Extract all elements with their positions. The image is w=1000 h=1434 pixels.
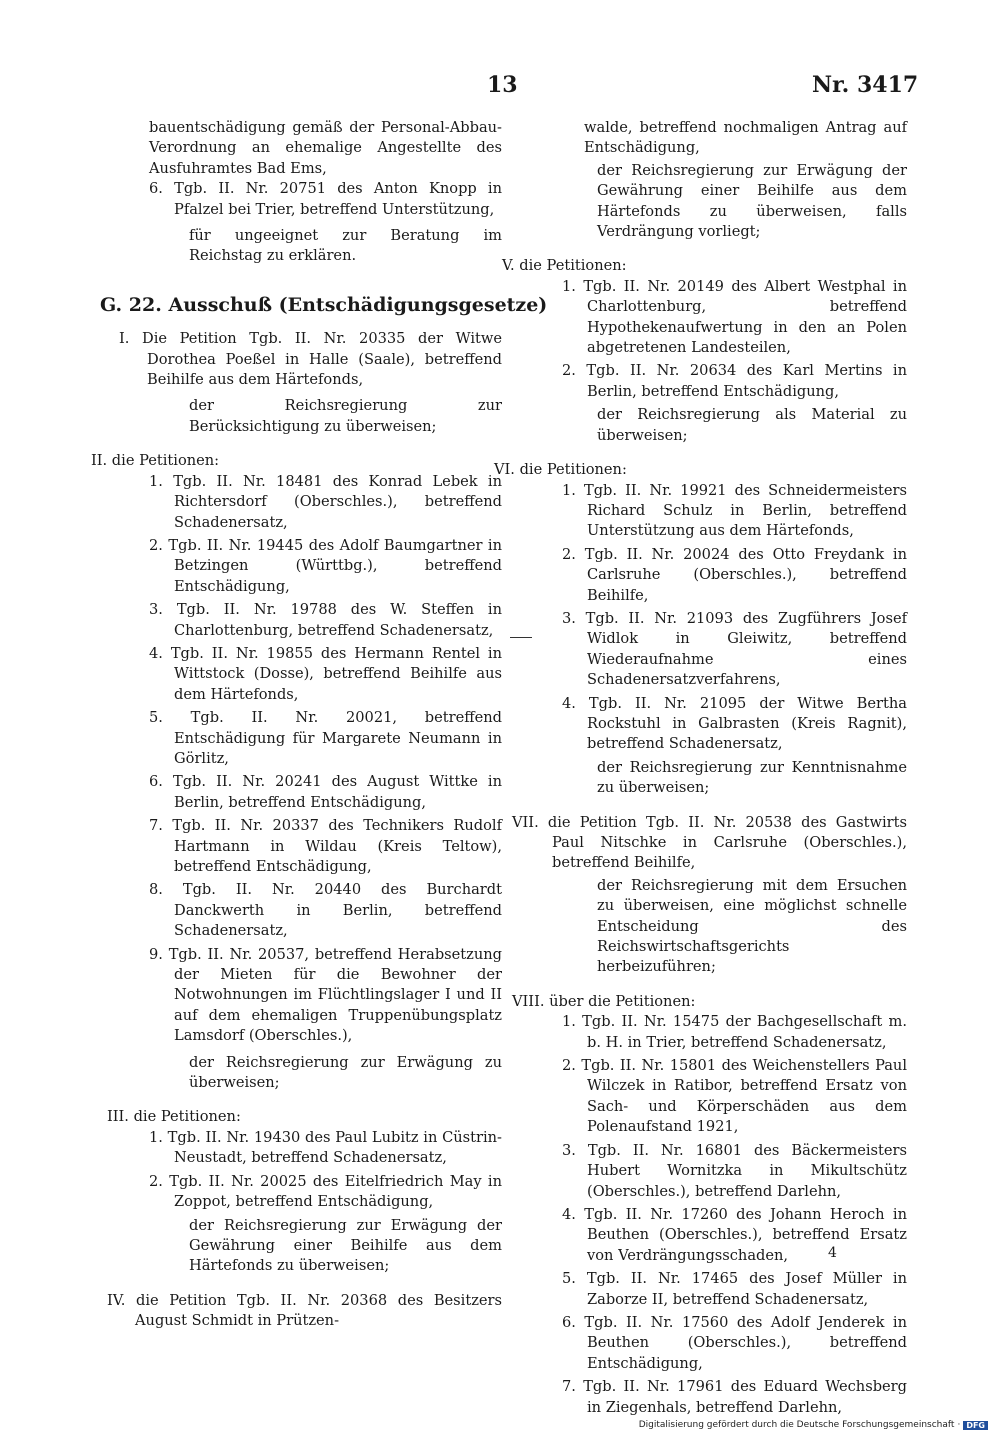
roman-item: III. die Petitionen: (107, 1108, 241, 1126)
roman-item: VI. die Petitionen: (494, 461, 627, 479)
list-item: 6. Tgb. II. Nr. 20241 des August Wittke in Berlin, betreffend Entschädigung, (149, 773, 502, 811)
signature-mark: 4 (828, 1245, 837, 1261)
list-item: 1. Tgb. II. Nr. 19430 des Paul Lubitz in Cüstrin-Neustadt, betreffend Schadenersatz, (149, 1128, 502, 1167)
decision: der Reichsregierung zur Erwägung der Gewährung einer Beihilfe aus dem Härtefonds zu überweisen, falls Verdrängung vorliegt; (597, 161, 907, 241)
list-item: 4. Tgb. II. Nr. 19855 des Hermann Rentel in Wittstock (Dosse), betreffend Beihilfe aus dem Härtefonds, (149, 644, 502, 703)
list-item: 1. Tgb. II. Nr. 15475 der Bachgesellschaft m. b. H. in Trier, betreffend Schadenersatz, (562, 1013, 907, 1051)
list-item: 1. Tgb. II. Nr. 19921 des Schneidermeisters Richard Schulz in Berlin, betreffend Unterstützung aus dem Härtefonds, (562, 481, 907, 540)
left-column (91, 118, 548, 1332)
roman-item: II. die Petitionen: (91, 452, 220, 470)
list-item: 2. Tgb. II. Nr. 20025 des Eitelfriedrich May in Zoppot, betreffend Entschädigung, (149, 1172, 502, 1211)
roman-item: I. Die Petition Tgb. II. Nr. 20335 der Witwe Dorothea Poeßel in Halle (Saale), betreffend Beihilfe aus dem Härtefonds, (119, 330, 502, 389)
list-item: 2. Tgb. II. Nr. 20634 des Karl Mertins in Berlin, betreffend Entschädigung, (562, 362, 907, 400)
decision: der Reichsregierung zur Erwägung der Gewährung einer Beihilfe aus dem Härtefonds zu überweisen; (189, 1216, 502, 1275)
issue-number: Nr. 3417 (812, 72, 919, 98)
section-title: G. 22. Ausschuß (Entschädigungsgesetze) (100, 293, 548, 316)
list-item: 3. Tgb. II. Nr. 19788 des W. Steffen in Charlottenburg, betreffend Schadenersatz, (149, 601, 502, 639)
footer (639, 1420, 988, 1430)
separator: · (957, 1420, 961, 1430)
list-item: 7. Tgb. II. Nr. 20337 des Technikers Rudolf Hartmann in Wildau (Kreis Teltow), betreffend Entschädigung, (149, 817, 502, 875)
list-item: 3. Tgb. II. Nr. 21093 des Zugführers Josef Widlok in Gleiwitz, betreffend Wiederaufnahme eines Schadenersatzverfahrens, (562, 609, 907, 689)
roman-item: VII. die Petition Tgb. II. Nr. 20538 des Gastwirts Paul Nitschke in Carlsruhe (Oberschles.), betreffend Beihilfe, (512, 813, 907, 872)
list-item: 5. Tgb. II. Nr. 20021, betreffend Entschädigung für Margarete Neumann in Görlitz, (149, 709, 502, 767)
list-item: 2. Tgb. II. Nr. 19445 des Adolf Baumgartner in Betzingen (Württbg.), betreffend Entschädigung, (149, 536, 502, 595)
decision: der Reichsregierung zur Berücksichtigung zu überweisen; (189, 397, 502, 435)
list-item: 2. Tgb. II. Nr. 20024 des Otto Freydank in Carlsruhe (Oberschles.), betreffend Beihilfe, (562, 545, 907, 604)
list-item: 3. Tgb. II. Nr. 16801 des Bäckermeisters Hubert Wornitzka in Mikultschütz (Oberschles.), betreffend Darlehn, (562, 1141, 907, 1200)
list-item: 1. Tgb. II. Nr. 20149 des Albert Westphal in Charlottenburg, betreffend Hypothekenaufwertung in den an Polen abgetretenen Landesteilen, (562, 277, 907, 357)
paragraph: walde, betreffend nochmaligen Antrag auf Entschädigung, (584, 119, 907, 157)
list-item: 8. Tgb. II. Nr. 20440 des Burchardt Danckwerth in Berlin, betreffend Schadenersatz, (149, 881, 502, 940)
list-item: 4. Tgb. II. Nr. 17260 des Johann Heroch in Beuthen (Oberschles.), betreffend Ersatz von Verdrängungsschaden, (562, 1205, 907, 1264)
roman-item: V. die Petitionen: (502, 257, 627, 275)
roman-item: IV. die Petition Tgb. II. Nr. 20368 des Besitzers August Schmidt in Prützen- (107, 1291, 502, 1330)
decision: für ungeeignet zur Beratung im Reichstag zu erklären. (189, 227, 502, 265)
list-item: 6. Tgb. II. Nr. 17560 des Adolf Jenderek in Beuthen (Oberschles.), betreffend Entschädigung, (562, 1313, 907, 1372)
list-item: 5. Tgb. II. Nr. 17465 des Josef Müller in Zaborze II, betreffend Schadenersatz, (562, 1270, 907, 1308)
page-number: 13 (487, 72, 518, 98)
roman-item: VIII. über die Petitionen: (512, 992, 696, 1010)
list-item: 9. Tgb. II. Nr. 20537, betreffend Herabsetzung der Mieten für die Bewohner der Notwohnungen im Flüchtlingslager I und II auf dem ehemaligen Truppenübungsplatz Lamsdorf (Oberschles.), (149, 945, 502, 1045)
list-item: 6. Tgb. II. Nr. 20751 des Anton Knopp in Pfalzel bei Trier, betreffend Unterstützung, (149, 180, 502, 218)
paragraph: bauentschädigung gemäß der Personal-Abbau-Verordnung an ehemalige Angestellte des Ausfuhramtes Bad Ems, (149, 119, 502, 177)
list-item: 7. Tgb. II. Nr. 17961 des Eduard Wechsberg in Ziegenhals, betreffend Darlehn, (562, 1378, 907, 1416)
dfg-logo-icon: DFG (963, 1421, 988, 1430)
decision: der Reichsregierung mit dem Ersuchen zu überweisen, eine möglichst schnelle Entscheidung des Reichswirtschaftsgerichts herbeizuführen; (597, 876, 907, 976)
list-item: 2. Tgb. II. Nr. 15801 des Weichenstellers Paul Wilczek in Ratibor, betreffend Ersatz von Sach- und Körperschäden aus dem Polenaufstand 1921, (562, 1057, 907, 1136)
footer-text: Digitalisierung gefördert durch die Deutsche Forschungsgemeinschaft (638, 1420, 955, 1430)
decision: der Reichsregierung zur Kenntnisnahme zu überweisen; (597, 758, 907, 797)
decision: der Reichsregierung zur Erwägung zu überweisen; (189, 1053, 502, 1092)
margin-mark (510, 637, 532, 638)
list-item: 1. Tgb. II. Nr. 18481 des Konrad Lebek in Richtersdorf (Oberschles.), betreffend Schadenersatz, (149, 472, 502, 531)
list-item: 4. Tgb. II. Nr. 21095 der Witwe Bertha Rockstuhl in Galbrasten (Kreis Ragnit), betreffend Schadenersatz, (562, 694, 907, 753)
decision: der Reichsregierung als Material zu überweisen; (597, 406, 907, 444)
right-column (494, 118, 907, 1421)
